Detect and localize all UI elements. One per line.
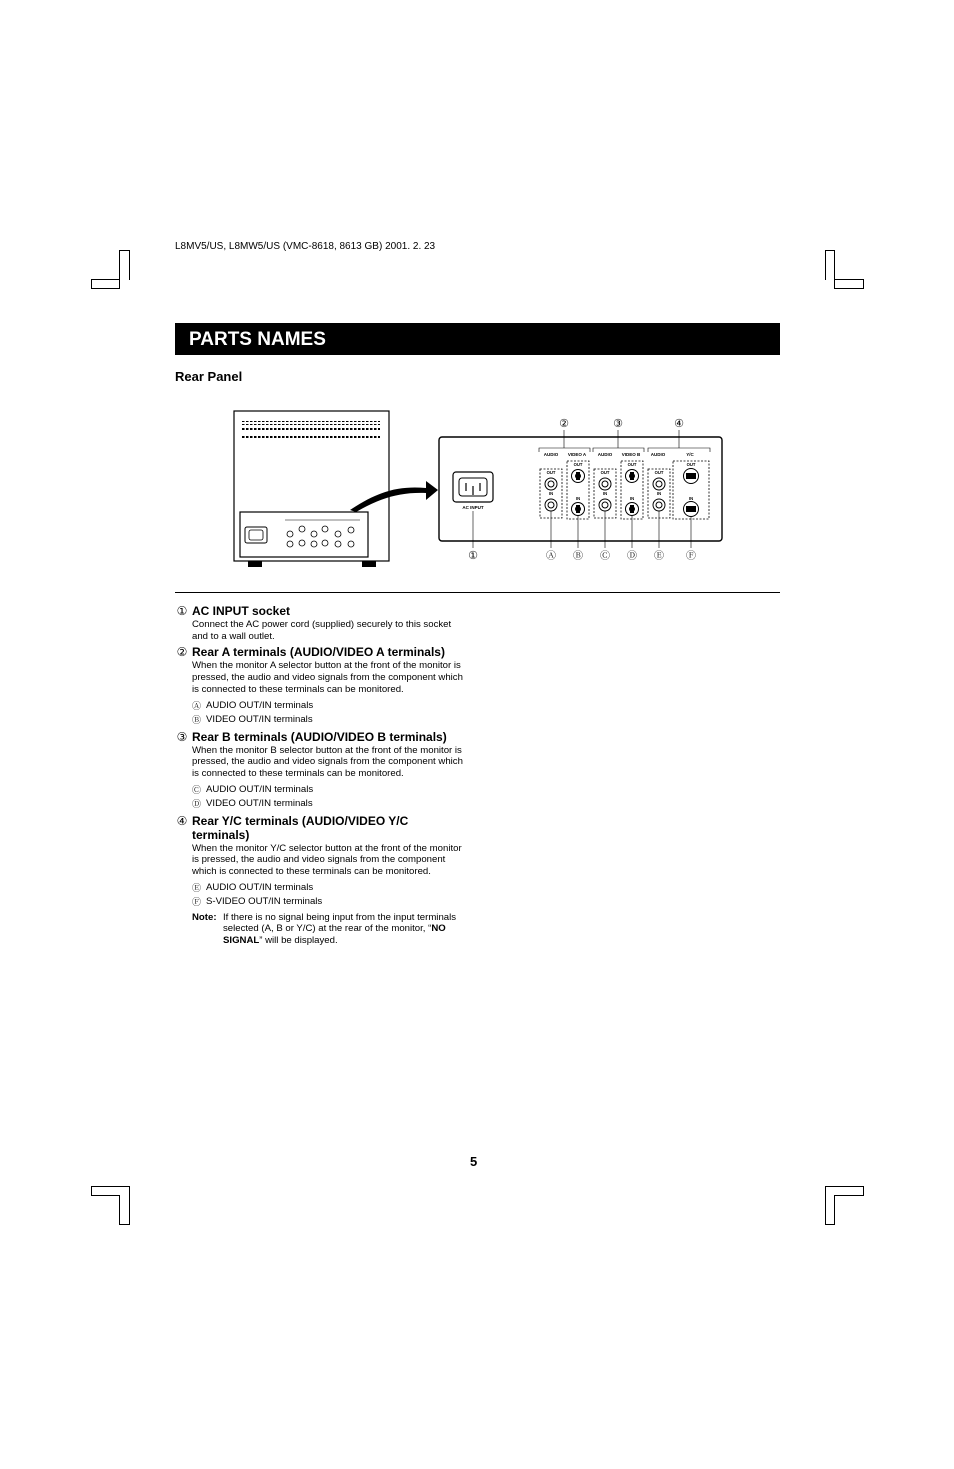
callout-number-1: ① — [468, 550, 478, 562]
item-body: When the monitor Y/C selector button at the front of the monitor is pressed, the audio and video signals from the component which is connected to these terminals can be monitored. — [192, 842, 462, 878]
page-number: 5 — [470, 1154, 478, 1169]
label-out-a-audio: OUT — [546, 470, 556, 475]
callout-letter-f: Ⓕ — [686, 551, 696, 562]
note-emphasis: NO SIGNAL — [223, 923, 446, 947]
item-body: Connect the AC power cord (supplied) securely to this socket and to a wall outlet. — [192, 619, 452, 642]
section-divider — [175, 592, 780, 593]
callout-number-4: ④ — [674, 418, 684, 430]
sub-item-text: AUDIO OUT/IN terminals — [206, 783, 314, 795]
group-label-video-a: VIDEO A — [567, 452, 587, 457]
section-title: PARTS NAMES — [189, 329, 326, 350]
note-text-after: ” will be displayed. — [259, 935, 338, 947]
subheading-rear-panel: Rear Panel — [175, 369, 243, 384]
callout-number-3: ③ — [613, 418, 623, 430]
note-label: Note: — [192, 911, 217, 923]
note-text-before: If there is no signal being input from the input terminals selected (A, B or Y/C) at the rear of the monitor, “ — [223, 911, 457, 935]
enlarged-rear-panel — [439, 418, 722, 562]
sub-item-mark: Ⓔ — [192, 882, 202, 893]
item-number: ③ — [176, 729, 188, 744]
item-title: AC INPUT socket — [192, 604, 291, 618]
label-out-b-video: OUT — [627, 462, 637, 467]
group-label-audio-a: AUDIO — [543, 452, 559, 457]
label-in-b-video: IN — [629, 496, 635, 501]
callout-letter-c: Ⓒ — [600, 551, 610, 562]
sub-item-text: AUDIO OUT/IN terminals — [206, 699, 314, 711]
label-in-yc-audio: IN — [656, 491, 662, 496]
parts-list — [175, 604, 465, 947]
item-number: ② — [176, 645, 188, 660]
sub-item — [175, 797, 465, 811]
sub-item-mark: Ⓐ — [192, 700, 202, 711]
sub-item — [175, 881, 465, 895]
part-item-rear-a — [175, 645, 465, 726]
sub-item-mark: Ⓕ — [192, 896, 202, 907]
callout-letter-e: Ⓔ — [654, 551, 664, 562]
label-out-svideo: OUT — [686, 462, 696, 467]
sub-item — [175, 699, 465, 713]
sub-item-text: AUDIO OUT/IN terminals — [206, 881, 314, 893]
sub-item — [175, 713, 465, 727]
label-in-a-video: IN — [575, 496, 581, 501]
sub-item-text: VIDEO OUT/IN terminals — [206, 713, 313, 725]
part-item-rear-yc — [175, 814, 465, 909]
label-in-svideo: IN — [688, 496, 694, 501]
callout-number-2: ② — [559, 418, 569, 430]
item-title: Rear A terminals (AUDIO/VIDEO A terminals) — [192, 645, 445, 660]
note — [175, 912, 465, 947]
group-label-audio-yc: AUDIO — [650, 452, 666, 457]
group-label-yc: Y/C — [686, 452, 694, 457]
rear-panel-diagram — [230, 408, 730, 568]
label-out-b-audio: OUT — [600, 470, 610, 475]
item-title: Rear B terminals (AUDIO/VIDEO B terminals) — [192, 729, 447, 744]
callout-letter-b: Ⓑ — [573, 551, 583, 562]
sub-item — [175, 783, 465, 797]
section-header-bar — [175, 323, 780, 355]
document-reference: L8MV5/US, L8MW5/US (VMC-8618, 8613 GB) 2001. 2. 23 — [175, 241, 436, 252]
label-out-a-video: OUT — [573, 462, 583, 467]
note-text — [192, 912, 465, 947]
callout-letter-a: Ⓐ — [546, 551, 556, 562]
label-out-yc-audio: OUT — [654, 470, 664, 475]
item-number: ① — [176, 604, 188, 618]
monitor-rear-overview — [234, 411, 389, 567]
item-body: When the monitor A selector button at the front of the monitor is pressed, the audio and video signals from the component which is connected to these terminals can be monitored. — [192, 660, 463, 695]
part-item-rear-b — [175, 730, 465, 811]
item-body: When the monitor B selector button at the front of the monitor is pressed, the audio and video signals from the component which is connected to these terminals can be monitored. — [192, 744, 463, 779]
item-title: Rear Y/C terminals (AUDIO/VIDEO Y/C terminals) — [192, 813, 409, 842]
sub-item — [175, 895, 465, 909]
callout-letter-d: Ⓓ — [627, 551, 637, 562]
sub-item-text: VIDEO OUT/IN terminals — [206, 797, 313, 809]
sub-item-mark: Ⓑ — [192, 714, 202, 725]
item-number: ④ — [176, 813, 188, 828]
label-in-a-audio: IN — [548, 491, 554, 496]
group-label-audio-b: AUDIO — [597, 452, 613, 457]
ac-input-label: AC INPUT — [462, 505, 484, 510]
group-label-video-b: VIDEO B — [621, 452, 641, 457]
sub-item-mark: Ⓓ — [192, 798, 202, 809]
label-in-b-audio: IN — [602, 491, 608, 496]
sub-item-text: S-VIDEO OUT/IN terminals — [206, 895, 323, 907]
sub-item-mark: Ⓒ — [192, 784, 202, 795]
part-item-ac-input — [175, 604, 465, 642]
